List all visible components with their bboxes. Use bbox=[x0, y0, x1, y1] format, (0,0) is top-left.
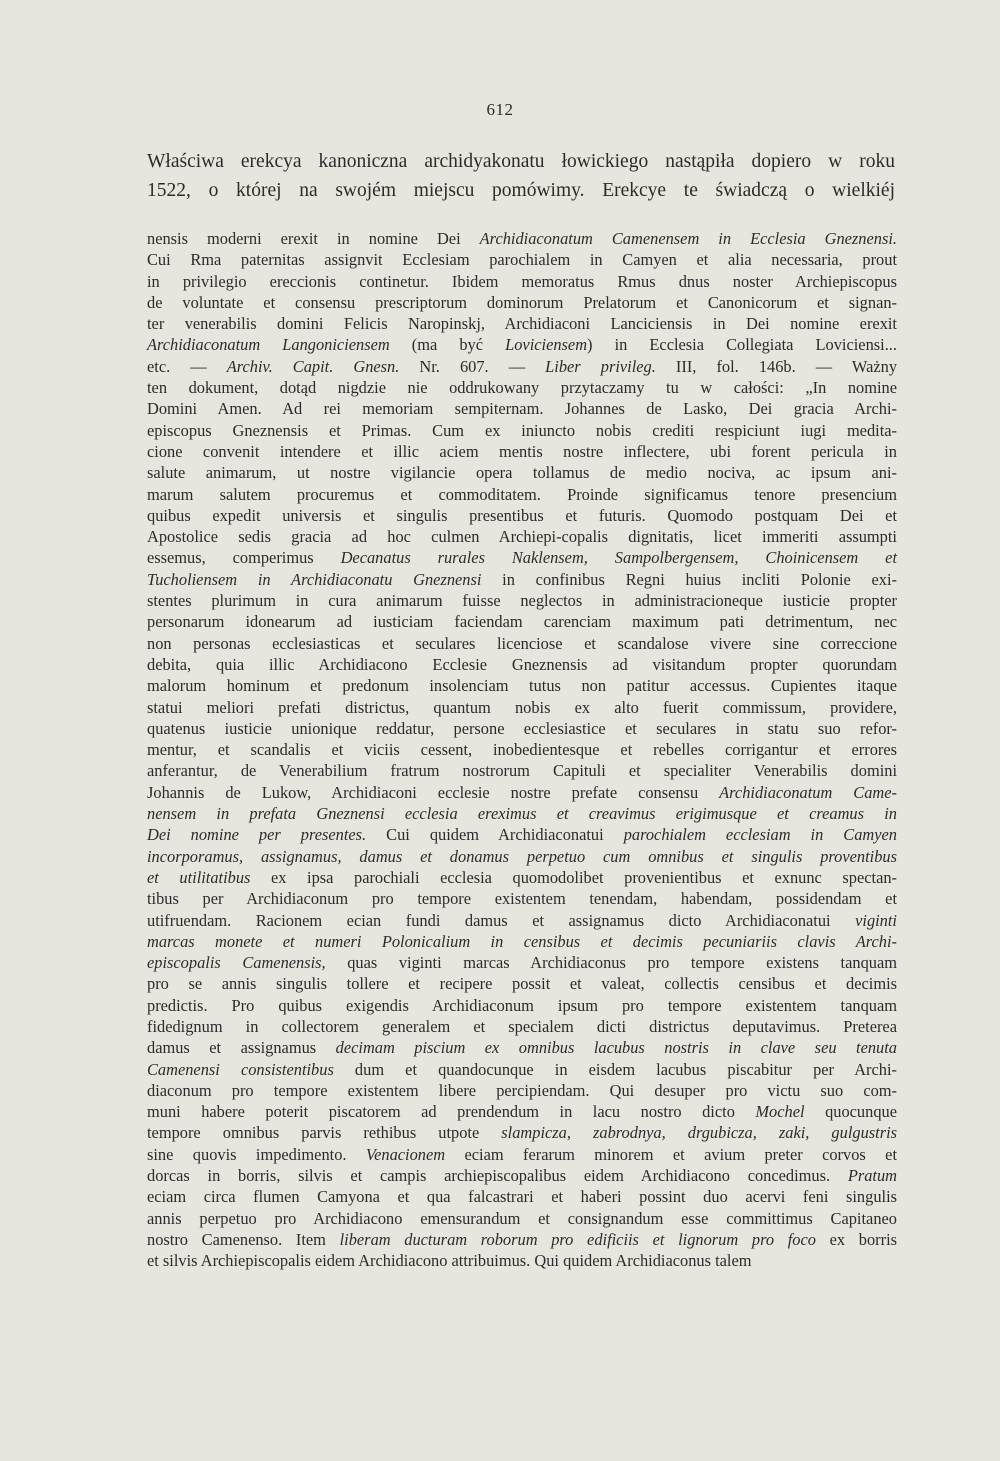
text-segment: utifruendam. Racionem ecian fundi damus et assignamus dicto Archidiaconatui bbox=[147, 910, 856, 930]
text-line bbox=[147, 1165, 897, 1186]
italic-segment: episcopalis Camenensis, bbox=[147, 953, 326, 973]
text-line bbox=[147, 334, 897, 355]
text-line bbox=[147, 675, 897, 696]
text-segment: nostro Camenenso. Item bbox=[147, 1229, 340, 1249]
text-segment: Johannis de Lukow, Archidiaconi ecclesie nostre prefate consensu bbox=[147, 782, 720, 802]
text-segment: cione convenit intendere et illic aciem mentis nostre inflectere, ubi forent pericula in bbox=[147, 441, 897, 461]
text-line bbox=[147, 995, 897, 1016]
text-segment: Nr. 607. — bbox=[399, 356, 546, 376]
italic-segment: Loviciensem bbox=[505, 335, 588, 355]
italic-segment: viginti bbox=[855, 910, 897, 930]
intro-paragraph bbox=[147, 147, 895, 205]
text-segment: Apostolice sedis gracia ad hoc culmen Archiepi-copalis dignitatis, licet immeriti assumpti bbox=[147, 527, 897, 547]
text-line bbox=[147, 888, 897, 909]
text-line bbox=[147, 462, 897, 483]
text-line bbox=[147, 782, 897, 803]
text-line bbox=[147, 1208, 897, 1229]
text-line bbox=[147, 356, 897, 377]
text-segment: malorum hominum et predonum insolenciam tutus non patitur accessus. Cupientes itaque bbox=[147, 676, 897, 696]
text-segment: dum et quandocunque in eisdem lacubus piscabitur per Archi- bbox=[333, 1059, 897, 1079]
text-segment: anferantur, de Venerabilium fratrum nostrorum Capituli et specialiter Venerabilis domini bbox=[147, 761, 897, 781]
text-segment: personarum idonearum ad iusticiam faciendam carenciam maximum pati detrimentum, nec bbox=[147, 612, 897, 632]
text-segment: quatenus iusticie unionique reddatur, persone ecclesiastice et seculares in statu suo refor- bbox=[147, 718, 897, 738]
italic-segment: parochialem ecclesiam in Camyen bbox=[623, 825, 897, 845]
text-segment: etc. — bbox=[147, 356, 227, 376]
text-segment: annis perpetuo pro Archidiacono emensurandum et consignandum esse committimus Capitaneo bbox=[147, 1208, 897, 1228]
text-segment: pro se annis singulis tollere et recipere possit et valeat, collectis censibus et decimis bbox=[147, 974, 897, 994]
text-line bbox=[147, 824, 897, 845]
text-line bbox=[147, 1016, 897, 1037]
text-line bbox=[147, 398, 897, 419]
text-line bbox=[147, 697, 897, 718]
footnote-text bbox=[147, 228, 897, 1272]
text-segment: sine quovis impedimento. bbox=[147, 1144, 366, 1164]
italic-segment: nensem in prefata Gneznensi ecclesia ereximus et creavimus erigimusque et creamus in bbox=[147, 804, 897, 824]
text-segment: debita, quia illic Archidiacono Ecclesie Gneznensis ad visitandum propter quorundam bbox=[147, 654, 897, 674]
text-segment: ex borris bbox=[815, 1229, 898, 1249]
text-segment: ex ipsa parochiali ecclesia quomodolibet provenientibus et exnunc spectan- bbox=[250, 867, 897, 887]
text-segment: ) in Ecclesia Collegiata Loviciensi... bbox=[587, 335, 898, 355]
text-segment: III, fol. 146b. — Ważny bbox=[655, 356, 898, 376]
text-segment: tibus per Archidiaconum pro tempore existentem tenendam, habendam, possidendam et bbox=[147, 889, 897, 909]
text-segment: mentur, et scandalis et viciis cessent, inobedientesque et rebelles corrigantur et errores bbox=[147, 740, 897, 760]
italic-segment: decimam piscium ex omnibus lacubus nostris in clave seu tenuta bbox=[335, 1038, 897, 1058]
page-number: 612 bbox=[486, 100, 514, 119]
text-segment: non personas ecclesiasticas et seculares licenciose et scandalose vivere sine correccione bbox=[147, 633, 897, 653]
text-line bbox=[147, 654, 897, 675]
text-line bbox=[147, 292, 897, 313]
text-segment: episcopus Gneznensis et Primas. Cum ex iniuncto nobis crediti respiciunt iugi medita- bbox=[147, 420, 897, 440]
text-line bbox=[147, 505, 897, 526]
text-segment: diaconum pro tempore existentem libere percipiendam. Qui desuper pro victu suo com- bbox=[147, 1080, 897, 1100]
text-line bbox=[147, 228, 897, 249]
italic-segment: Archidiaconatum Langoniciensem bbox=[147, 335, 390, 355]
text-line bbox=[147, 484, 897, 505]
italic-segment: liberam ducturam roborum pro edificiis et lignorum pro foco bbox=[339, 1229, 816, 1249]
text-line bbox=[147, 910, 897, 931]
text-line bbox=[147, 803, 897, 824]
text-line bbox=[147, 271, 897, 292]
text-segment: ter venerabilis domini Felicis Naropinskj, Archidiaconi Lanciciensis in Dei nomine erexit bbox=[147, 314, 897, 334]
text-line bbox=[147, 569, 897, 590]
text-line bbox=[147, 867, 897, 888]
text-line bbox=[147, 1101, 897, 1122]
text-segment: (ma być bbox=[389, 335, 506, 355]
italic-segment: Archiv. Capit. Gnesn. bbox=[226, 356, 400, 376]
italic-segment: Mochel bbox=[755, 1102, 805, 1122]
italic-segment: Dei nomine per presentes. bbox=[147, 825, 367, 845]
text-line bbox=[147, 313, 897, 334]
text-segment: Domini Amen. Ad rei memoriam sempiternam. Johannes de Lasko, Dei gracia Archi- bbox=[147, 399, 897, 419]
text-line bbox=[147, 249, 897, 270]
italic-segment: Pratum bbox=[847, 1166, 897, 1186]
text-segment: dorcas in borris, silvis et campis archiepiscopalibus eidem Archidiacono concedimus. bbox=[147, 1166, 848, 1186]
text-line bbox=[147, 1037, 897, 1058]
text-line bbox=[147, 739, 897, 760]
italic-segment: Camenensi consistentibus bbox=[147, 1059, 334, 1079]
italic-segment: Decanatus rurales Naklensem, Sampolbergensem, Choinicensem et bbox=[340, 548, 897, 568]
text-segment: quibus expedit universis et singulis presentibus et futuris. Quomodo postquam Dei et bbox=[147, 505, 897, 525]
text-segment: Cui quidem Archidiaconatui bbox=[366, 825, 624, 845]
text-line bbox=[147, 377, 897, 398]
text-segment: fidedignum in collectorem generalem et specialem dicti districtus deputavimus. Preterea bbox=[147, 1016, 897, 1036]
text-line bbox=[147, 973, 897, 994]
text-segment: statui meliori prefati districtus, quantum nobis ex alto fuerit commissum, providere, bbox=[147, 697, 897, 717]
text-line bbox=[147, 1250, 897, 1271]
text-line bbox=[147, 1144, 897, 1165]
intro-line: Właściwa erekcya kanoniczna archidyakonatu łowickiego nastąpiła dopiero w roku bbox=[147, 151, 895, 172]
text-line bbox=[147, 1059, 897, 1080]
italic-segment: Archidiaconatum Camenensem in Ecclesia Gneznensi. bbox=[479, 229, 898, 248]
text-segment: stentes plurimum in cura animarum fuisse neglectos in administracioneque iusticie propter bbox=[147, 591, 897, 611]
text-segment: quocunque bbox=[804, 1102, 897, 1122]
text-segment: eciam ferarum minorem et avium preter corvos et bbox=[445, 1144, 898, 1164]
italic-segment: Liber privileg. bbox=[545, 356, 656, 376]
text-segment: tempore omnibus parvis rethibus utpote bbox=[147, 1123, 502, 1143]
italic-segment: et utilitatibus bbox=[147, 867, 251, 887]
text-segment: damus et assignamus bbox=[147, 1038, 336, 1058]
text-segment: et silvis Archiepiscopalis eidem Archidiacono attribuimus. Qui quidem Archidiaconus talem bbox=[147, 1251, 752, 1271]
text-line bbox=[147, 611, 897, 632]
italic-segment: Venacionem bbox=[365, 1144, 446, 1164]
text-line bbox=[147, 1122, 897, 1143]
text-segment: in confinibus Regni huius incliti Polonie exi- bbox=[481, 569, 898, 589]
text-segment: Cui Rma paternitas assignvit Ecclesiam parochialem in Camyen et alia necessaria, prout bbox=[147, 250, 897, 270]
text-line bbox=[147, 1080, 897, 1101]
text-segment: quas viginti marcas Archidiaconus pro tempore existens tanquam bbox=[325, 953, 897, 973]
text-line bbox=[147, 633, 897, 654]
text-segment: marum salutem procuremus et commoditatem. Proinde significamus tenore presencium bbox=[147, 484, 897, 504]
text-segment: in privilegio ereccionis continetur. Ibidem memoratus Rmus dnus noster Archiepiscopus bbox=[147, 271, 897, 291]
text-line bbox=[147, 441, 897, 462]
text-segment: salute animarum, ut nostre vigilancie opera tollamus de medio nociva, ac ipsum ani- bbox=[147, 463, 897, 483]
text-segment: nensis moderni erexit in nomine Dei bbox=[147, 229, 480, 248]
text-segment: muni habere poterit piscatorem ad prendendum in lacu nostro dicto bbox=[147, 1102, 756, 1122]
text-line bbox=[147, 547, 897, 568]
text-segment: de voluntate et consensu prescriptorum dominorum Prelatorum et Canonicorum et signan- bbox=[147, 292, 897, 312]
text-line bbox=[147, 1229, 897, 1250]
italic-segment: Archidiaconatum Came- bbox=[719, 782, 897, 802]
text-segment: ten dokument, dotąd nigdzie nie oddrukowany przytaczamy tu w całości: „In nomine bbox=[147, 378, 897, 398]
text-line bbox=[147, 846, 897, 867]
text-line bbox=[147, 952, 897, 973]
intro-line: 1522, o której na swojém miejscu pomówimy. Erekcye te świadczą o wielkiéj bbox=[147, 180, 895, 201]
italic-segment: marcas monete et numeri Polonicalium in censibus et decimis pecuniariis clavis Archi- bbox=[147, 931, 897, 951]
text-segment: essemus, comperimus bbox=[147, 548, 341, 568]
text-line bbox=[147, 1186, 897, 1207]
text-line bbox=[147, 931, 897, 952]
text-line bbox=[147, 590, 897, 611]
text-line bbox=[147, 718, 897, 739]
italic-segment: slampicza, zabrodnya, drgubicza, zaki, gulgustris bbox=[501, 1123, 898, 1143]
italic-segment: Tucholiensem in Archidiaconatu Gneznensi bbox=[147, 569, 482, 589]
text-line bbox=[147, 526, 897, 547]
italic-segment: incorporamus, assignamus, damus et donamus perpetuo cum omnibus et singulis proventibus bbox=[147, 846, 897, 866]
text-segment: eciam circa flumen Camyona et qua falcastrari et haberi possint duo acervi feni singulis bbox=[147, 1187, 897, 1207]
text-line bbox=[147, 420, 897, 441]
text-segment: predictis. Pro quibus exigendis Archidiaconum ipsum pro tempore existentem tanquam bbox=[147, 995, 897, 1015]
text-line bbox=[147, 760, 897, 781]
